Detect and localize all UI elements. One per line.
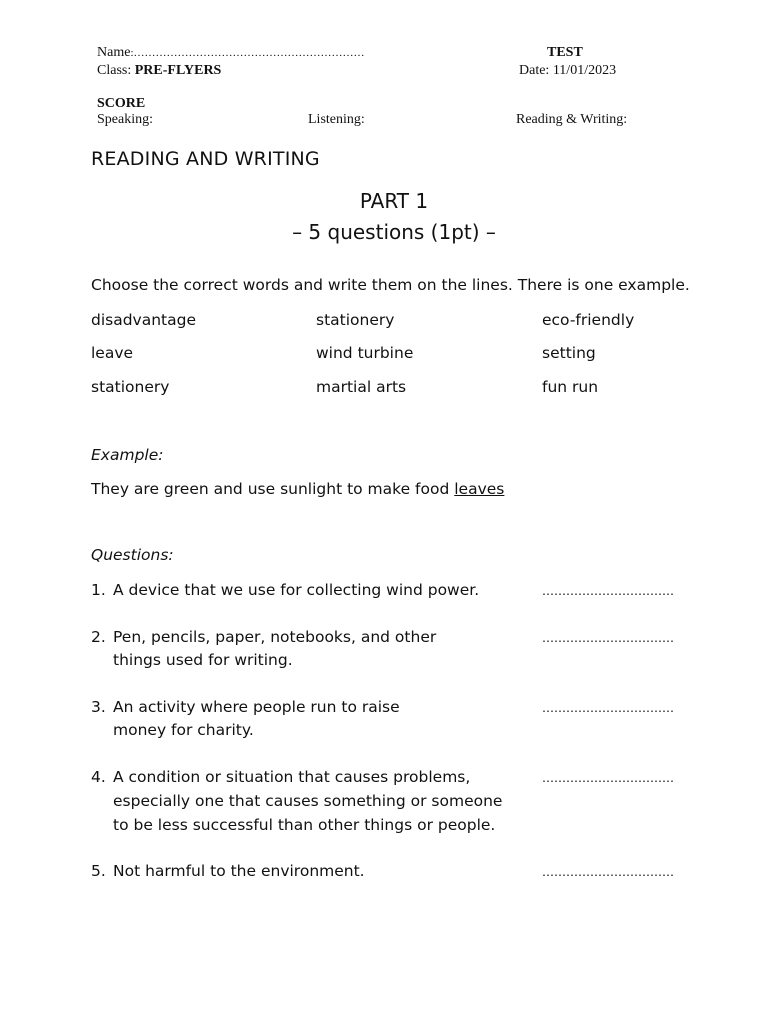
question-text: Not harmful to the environment.: [113, 862, 365, 880]
answer-blank[interactable]: ……………………………: [542, 631, 674, 645]
class-label: Class:: [97, 63, 132, 78]
word-bank-item: disadvantage: [91, 311, 197, 329]
answer-blank[interactable]: ……………………………: [542, 865, 674, 879]
word-bank-item: leave: [91, 344, 134, 362]
question-text: A device that we use for collecting wind power.: [113, 581, 480, 599]
question-number: 1.: [91, 581, 106, 599]
question-text: money for charity.: [113, 721, 254, 739]
section-title: READING AND WRITING: [91, 148, 320, 170]
question-number: 3.: [91, 698, 106, 716]
word-bank-item: martial arts: [316, 378, 407, 396]
part-title: PART 1: [359, 189, 429, 213]
question-text: Pen, pencils, paper, notebooks, and other: [113, 628, 437, 646]
questions-label: Questions:: [91, 546, 174, 564]
example-label: Example:: [91, 446, 164, 464]
word-bank-item: eco-friendly: [542, 311, 635, 329]
question-text: especially one that causes something or someone: [113, 792, 503, 810]
answer-blank[interactable]: ……………………………: [542, 771, 674, 785]
test-label: TEST: [547, 45, 583, 60]
question-text: things used for writing.: [113, 651, 293, 669]
part-subtitle: – 5 questions (1pt) –: [292, 220, 496, 244]
example-sentence: [91, 480, 504, 498]
reading-writing-label: Reading & Writing:: [516, 112, 628, 127]
word-bank-item: stationery: [316, 311, 395, 329]
answer-blank[interactable]: ……………………………: [542, 701, 674, 715]
word-bank-item: setting: [542, 344, 596, 362]
class-field: [97, 63, 221, 79]
question-text: An activity where people run to raise: [113, 698, 400, 716]
example-text: They are green and use sunlight to make food: [91, 480, 450, 498]
question-number: 2.: [91, 628, 106, 646]
speaking-label: Speaking:: [97, 112, 153, 127]
date-label: Date: 11/01/2023: [519, 63, 617, 78]
question-number: 4.: [91, 768, 106, 786]
question-number: 5.: [91, 862, 106, 880]
score-label: SCORE: [97, 96, 146, 111]
name-label: Name: [97, 45, 131, 60]
class-value: PRE-FLYERS: [134, 63, 222, 78]
listening-label: Listening:: [308, 112, 365, 127]
name-dots: :………………………………………………………: [130, 47, 365, 59]
word-bank-item: fun run: [542, 378, 599, 396]
question-text: to be less successful than other things or people.: [113, 816, 496, 834]
answer-blank[interactable]: ……………………………: [542, 584, 674, 598]
question-text: A condition or situation that causes problems,: [113, 768, 471, 786]
word-bank-item: wind turbine: [316, 344, 414, 362]
name-field: [97, 45, 365, 61]
example-answer: leaves: [454, 480, 505, 498]
word-bank-item: stationery: [91, 378, 170, 396]
instructions: Choose the correct words and write them on the lines. There is one example.: [91, 276, 690, 294]
